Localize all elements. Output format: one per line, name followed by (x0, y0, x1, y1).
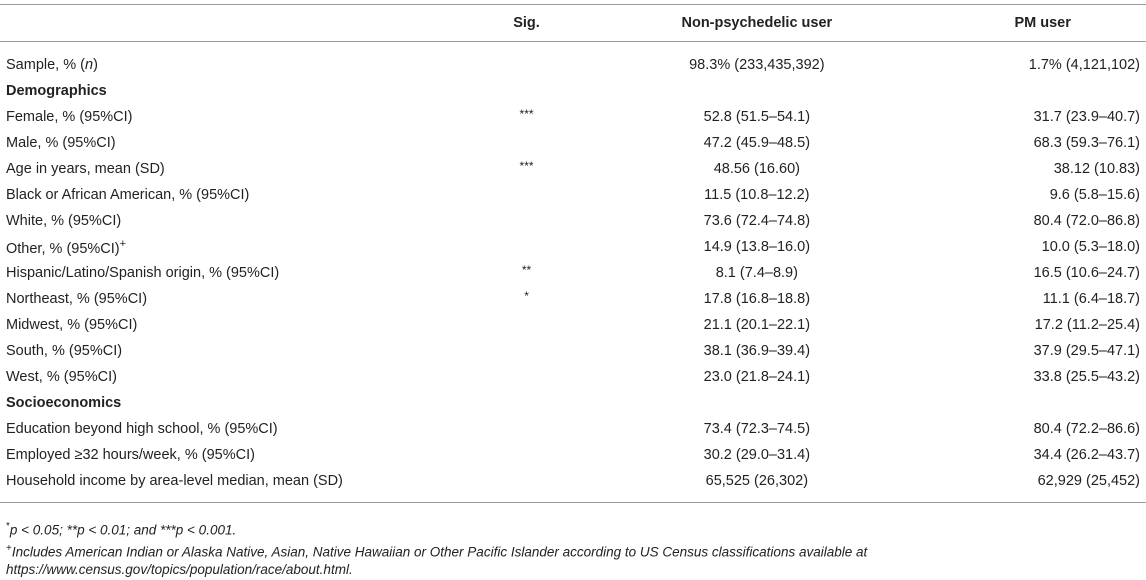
footnotes (6, 518, 1126, 579)
empty-cell (905, 390, 1146, 416)
row-label-text: White, % (95%CI) (6, 213, 122, 229)
row-label-text: Hispanic/Latino/Spanish origin, % (95%CI) (6, 265, 280, 281)
row-label (0, 312, 445, 338)
pm-user-value: 16.5 (10.6–24.7) (1033, 265, 1140, 281)
pm-user-value: 11.1 (6.4–18.7) (1042, 291, 1140, 307)
row-label-text: South, % (95%CI) (6, 343, 123, 359)
row-label (0, 286, 445, 312)
significance-marker: *** (519, 107, 534, 121)
section-heading: Socioeconomics (6, 395, 122, 411)
header-pm-user: PM user (1014, 15, 1071, 31)
table-row (0, 338, 1146, 364)
row-label (0, 416, 445, 442)
non-psychedelic-value: 98.3% (233,435,392) (689, 57, 825, 73)
empty-cell (602, 390, 905, 416)
pm-user-value: 37.9 (29.5–47.1) (1033, 343, 1140, 359)
footnote-other-race (6, 540, 1126, 580)
row-label-part: Sample, % ( (6, 57, 85, 73)
row-label-text: Male, % (95%CI) (6, 135, 116, 151)
table-row (0, 182, 1146, 208)
row-label-text: Black or African American, % (95%CI) (6, 187, 250, 203)
non-psychedelic-value: 38.1 (36.9–39.4) (703, 343, 811, 359)
footnote-sig-marker: * (6, 521, 10, 532)
row-label (0, 468, 445, 503)
row-label (0, 234, 445, 260)
sig-cell (445, 182, 603, 208)
significance-marker: *** (519, 159, 534, 173)
header-sig: Sig. (513, 15, 540, 31)
footnote-sig-text: p < 0.05; **p < 0.01; and ***p < 0.001. (9, 522, 237, 538)
sig-cell (445, 468, 603, 503)
header-label (0, 5, 445, 42)
sig-cell (445, 42, 603, 79)
table-row (0, 156, 1146, 182)
sig-cell (445, 286, 603, 312)
pm-user-value: 31.7 (23.9–40.7) (1033, 109, 1140, 125)
row-label-text: Age in years, mean (SD) (6, 161, 165, 177)
pm-user-value: 17.2 (11.2–25.4) (1034, 317, 1140, 333)
row-label (0, 260, 445, 286)
row-label-text: Household income by area-level median, mean (SD) (6, 473, 343, 489)
row-label-text: Education beyond high school, % (95%CI) (6, 421, 278, 437)
pm-user-value: 10.0 (5.3–18.0) (1041, 239, 1140, 255)
pm-user-value: 80.4 (72.0–86.8) (1033, 213, 1140, 229)
row-label-text: Employed ≥32 hours/week, % (95%CI) (6, 447, 255, 463)
empty-cell (445, 390, 603, 416)
row-label-text: Other, % (95%CI) (6, 240, 120, 257)
header-row (0, 5, 1146, 42)
non-psychedelic-value: 48.56 (16.60) (713, 161, 800, 177)
row-label (0, 364, 445, 390)
table-row (0, 42, 1146, 79)
row-label (0, 208, 445, 234)
pm-user-value: 9.6 (5.8–15.6) (1049, 187, 1140, 203)
row-label-text: Midwest, % (95%CI) (6, 317, 138, 333)
non-psychedelic-value: 21.1 (20.1–22.1) (703, 317, 811, 333)
row-label (0, 156, 445, 182)
pm-user-value: 68.3 (59.3–76.1) (1033, 135, 1140, 151)
table-row (0, 286, 1146, 312)
non-psychedelic-value: 73.6 (72.4–74.8) (703, 213, 811, 229)
sig-cell (445, 156, 603, 182)
sig-cell (445, 208, 603, 234)
table-row (0, 416, 1146, 442)
sig-cell (445, 130, 603, 156)
non-psychedelic-value: 47.2 (45.9–48.5) (703, 135, 811, 151)
table-row (0, 312, 1146, 338)
sig-cell (445, 312, 603, 338)
row-label-text: Female, % (95%CI) (6, 109, 133, 125)
table-row (0, 130, 1146, 156)
empty-cell (602, 78, 905, 104)
non-psychedelic-value: 14.9 (13.8–16.0) (703, 239, 811, 255)
footnote-dagger-marker: + (6, 542, 12, 554)
sig-cell (445, 416, 603, 442)
non-psychedelic-value: 23.0 (21.8–24.1) (703, 369, 811, 385)
row-label (0, 42, 445, 79)
row-label (0, 130, 445, 156)
significance-marker: * (524, 289, 529, 303)
non-psychedelic-value: 52.8 (51.5–54.1) (703, 109, 811, 125)
table-row (0, 364, 1146, 390)
footnote-dagger-text: Includes American Indian or Alaska Native, Asian, Native Hawaiian or Other Pacific Islander according to US Census classifications available at https://www.census.gov/topics/population/race/about.html. (6, 544, 868, 577)
sig-cell (445, 364, 603, 390)
table-row (0, 234, 1146, 260)
empty-cell (445, 78, 603, 104)
table-header (0, 5, 1146, 42)
row-label (0, 182, 445, 208)
table-row (0, 442, 1146, 468)
dagger-marker: + (119, 237, 127, 250)
pm-user-value: 80.4 (72.2–86.6) (1033, 421, 1140, 437)
sig-cell (445, 104, 603, 130)
pm-user-value: 38.12 (10.83) (1053, 161, 1140, 177)
non-psychedelic-value: 8.1 (7.4–8.9) (715, 265, 798, 281)
non-psychedelic-value: 17.8 (16.8–18.8) (703, 291, 811, 307)
table-row (0, 208, 1146, 234)
section-heading: Demographics (6, 83, 107, 99)
table-row (0, 260, 1146, 286)
section-row (0, 390, 1146, 416)
row-label (0, 104, 445, 130)
significance-marker: ** (521, 263, 532, 277)
table-row (0, 468, 1146, 503)
sig-cell (445, 442, 603, 468)
row-label-part: n (84, 57, 94, 73)
section-row (0, 78, 1146, 104)
header-non-psychedelic-user: Non-psychedelic user (681, 15, 833, 31)
demographics-table (0, 4, 1146, 503)
pm-user-value: 34.4 (26.2–43.7) (1033, 447, 1140, 463)
sig-cell (445, 338, 603, 364)
footnote-significance (6, 518, 1126, 540)
pm-user-value: 33.8 (25.5–43.2) (1033, 369, 1140, 385)
row-label (0, 338, 445, 364)
table-row (0, 104, 1146, 130)
non-psychedelic-value: 65,525 (26,302) (705, 473, 809, 489)
row-label-text: Northeast, % (95%CI) (6, 291, 148, 307)
row-label (0, 442, 445, 468)
non-psychedelic-value: 30.2 (29.0–31.4) (703, 447, 811, 463)
non-psychedelic-value: 11.5 (10.8–12.2) (704, 187, 810, 203)
sig-cell (445, 260, 603, 286)
pm-user-value: 62,929 (25,452) (1037, 473, 1140, 489)
non-psychedelic-value: 73.4 (72.3–74.5) (703, 421, 811, 437)
row-label-text: West, % (95%CI) (6, 369, 117, 385)
pm-user-value: 1.7% (4,121,102) (1028, 57, 1140, 73)
sig-cell (445, 234, 603, 260)
table-body (0, 42, 1146, 503)
row-label-part: ) (93, 57, 98, 73)
empty-cell (905, 78, 1146, 104)
